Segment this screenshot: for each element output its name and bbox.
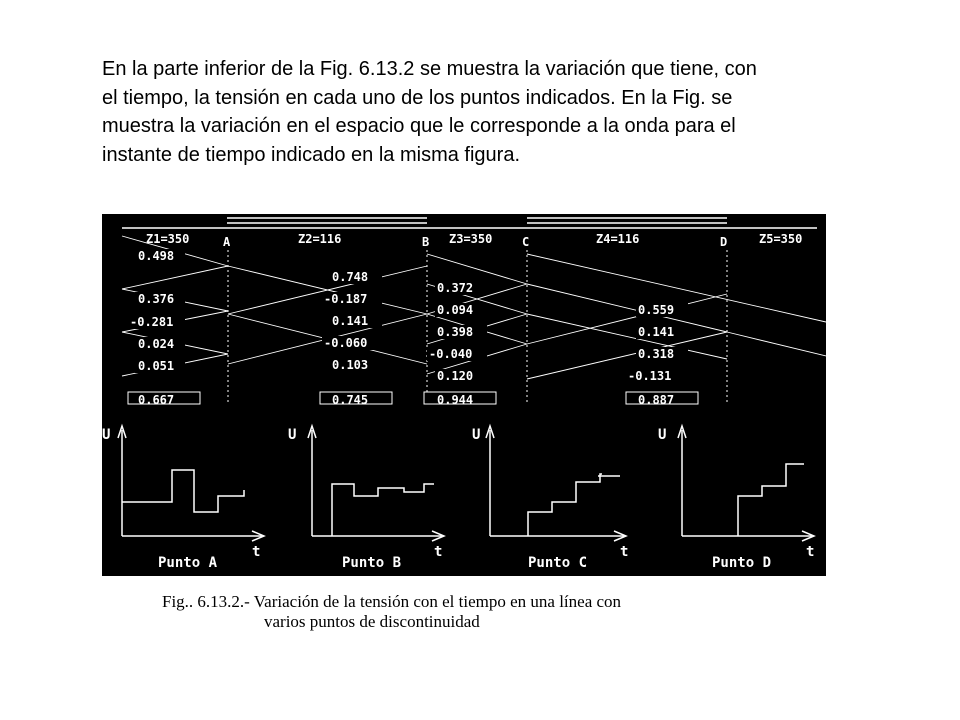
lattice-diagram-figure [102,214,826,576]
coefficient-a-2: 0.376 [138,292,175,306]
total-value-c: 0.944 [437,393,474,407]
graph-title-d: Punto D [712,555,772,571]
coefficient-d-4: -0.131 [628,369,672,383]
impedance-label-2: Z2=116 [298,232,342,246]
coefficient-d-2: 0.141 [638,325,675,339]
caption-line-2: varios puntos de discontinuidad [264,612,480,631]
coefficient-b-1: 0.748 [332,270,369,284]
graph-title-a: Punto A [158,555,218,571]
x-label-d: t [806,544,815,560]
coefficient-b-5: 0.103 [332,358,369,372]
impedance-label-4: Z4=116 [596,232,640,246]
total-value-b: 0.745 [332,393,369,407]
graph-title-c: Punto C [528,555,588,571]
total-value-a: 0.667 [138,393,175,407]
coefficient-c-4: -0.040 [429,347,473,361]
coefficient-c-1: 0.372 [437,281,474,295]
caption-line-1: Fig.. 6.13.2.- Variación de la tensión con el tiempo en una línea con [162,592,622,611]
coefficient-c-3: 0.398 [437,325,474,339]
point-label-d: D [720,235,728,249]
impedance-label-1: Z1=350 [146,232,190,246]
impedance-label-3: Z3=350 [449,232,493,246]
point-label-c: C [522,235,530,249]
coefficient-d-1: 0.559 [638,303,675,317]
point-label-b: B [422,235,430,249]
paragraph-line-2: el tiempo, la tensión en cada uno de los puntos indicados. En la Fig. se [102,86,733,109]
x-label-c: t [620,544,629,560]
y-label-b: U [288,427,297,443]
coefficient-d-3: 0.318 [638,347,675,361]
figure-caption [162,592,842,632]
y-label-a: U [102,427,111,443]
coefficient-a-4: 0.024 [138,337,175,351]
coefficient-a-3: -0.281 [130,315,174,329]
body-paragraph [102,55,822,169]
coefficient-b-2: -0.187 [324,292,368,306]
y-label-c: U [472,427,481,443]
y-label-d: U [658,427,667,443]
paragraph-line-4: instante de tiempo indicado en la misma figura. [102,143,521,166]
point-label-a: A [223,235,231,249]
paragraph-line-3: muestra la variación en el espacio que le corresponde a la onda para el [102,115,736,137]
coefficient-c-5: 0.120 [437,369,474,383]
impedance-label-5: Z5=350 [759,232,803,246]
paragraph-line-1: En la parte inferior de la Fig. 6.13.2 se muestra la variación que tiene, con [102,58,757,80]
graph-title-b: Punto B [342,555,402,571]
x-label-a: t [252,544,261,560]
x-label-b: t [434,544,443,560]
coefficient-a-5: 0.051 [138,359,175,373]
coefficient-a-1: 0.498 [138,249,175,263]
coefficient-c-2: 0.094 [437,303,474,317]
total-value-d: 0.887 [638,393,675,407]
coefficient-b-3: 0.141 [332,314,369,328]
coefficient-b-4: -0.060 [324,336,368,350]
